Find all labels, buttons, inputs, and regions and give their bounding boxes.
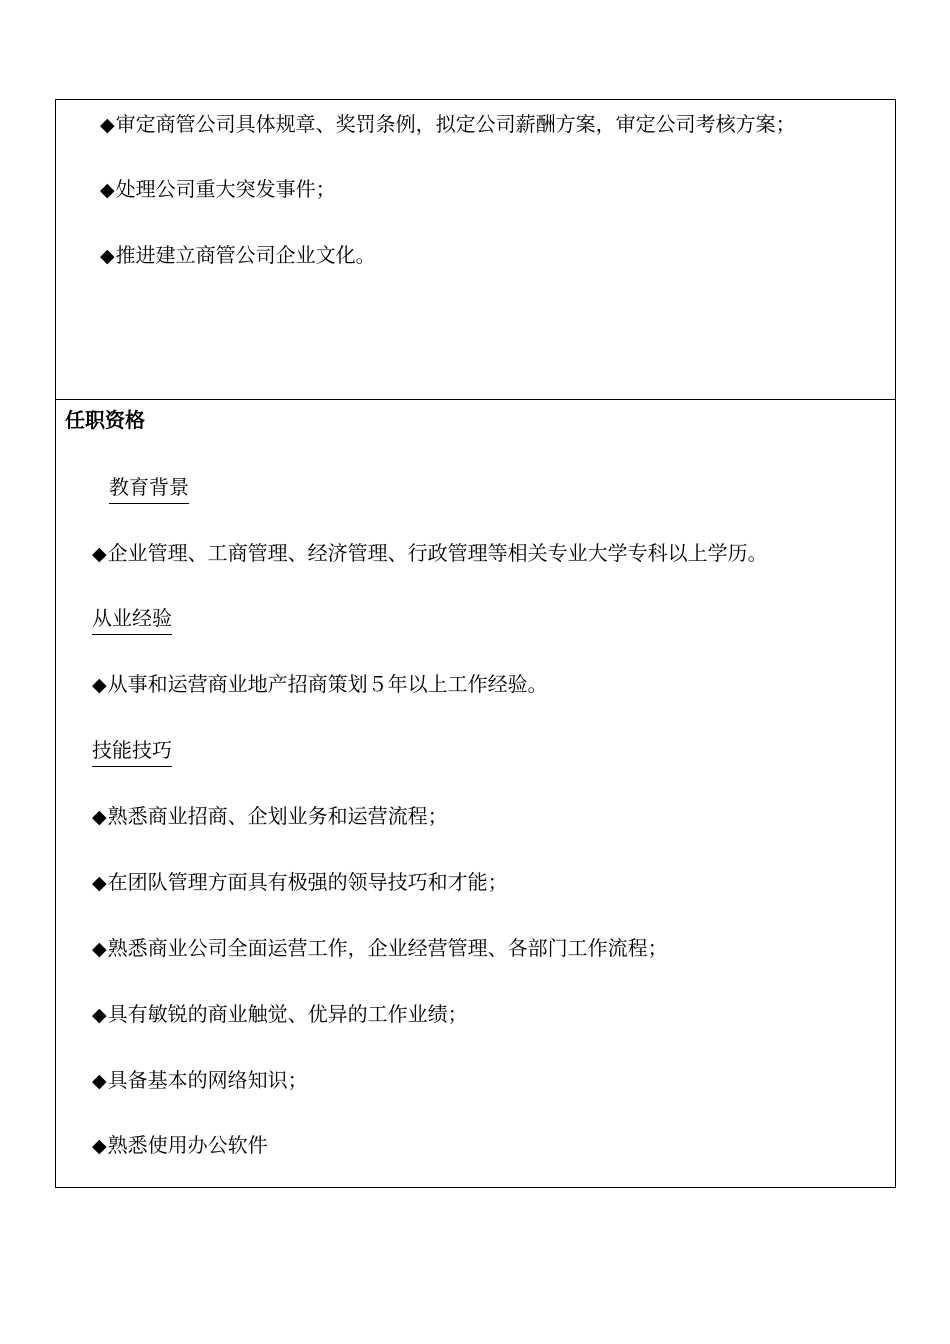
education-item: ◆企业管理、工商管理、经济管理、行政管理等相关专业大学专科以上学历。 [92, 541, 768, 565]
diamond-bullet-icon: ◆ [100, 114, 115, 136]
experience-item: ◆从事和运营商业地产招商策划５年以上工作经验。 [92, 672, 548, 696]
responsibility-item: ◆推进建立商管公司企业文化。 [100, 243, 376, 267]
diamond-bullet-icon: ◆ [92, 1070, 107, 1092]
skills-heading: 技能技巧 [92, 737, 172, 767]
diamond-bullet-icon: ◆ [92, 938, 107, 960]
skill-item: ◆熟悉使用办公软件 [92, 1133, 268, 1157]
diamond-bullet-icon: ◆ [92, 806, 107, 828]
responsibilities-cell [56, 100, 895, 400]
diamond-bullet-icon: ◆ [92, 1135, 107, 1157]
responsibility-item: ◆处理公司重大突发事件； [100, 177, 336, 201]
skill-item: ◆熟悉商业招商、企划业务和运营流程； [92, 804, 448, 828]
responsibility-item: ◆审定商管公司具体规章、奖罚条例，拟定公司薪酬方案，审定公司考核方案； [100, 112, 796, 136]
diamond-bullet-icon: ◆ [92, 543, 107, 565]
diamond-bullet-icon: ◆ [100, 179, 115, 201]
qualifications-cell [56, 400, 895, 1187]
skill-item: ◆具有敏锐的商业触觉、优异的工作业绩； [92, 1002, 468, 1026]
education-heading: 教育背景 [109, 474, 189, 504]
diamond-bullet-icon: ◆ [92, 1004, 107, 1026]
section-title: 任职资格 [65, 408, 145, 432]
skill-item: ◆具备基本的网络知识； [92, 1068, 308, 1092]
experience-heading: 从业经验 [92, 605, 172, 635]
skill-item: ◆在团队管理方面具有极强的领导技巧和才能； [92, 870, 508, 894]
diamond-bullet-icon: ◆ [92, 872, 107, 894]
job-description-table [55, 99, 896, 1188]
diamond-bullet-icon: ◆ [100, 245, 115, 267]
skill-item: ◆熟悉商业公司全面运营工作，企业经营管理、各部门工作流程； [92, 936, 668, 960]
diamond-bullet-icon: ◆ [92, 674, 107, 696]
